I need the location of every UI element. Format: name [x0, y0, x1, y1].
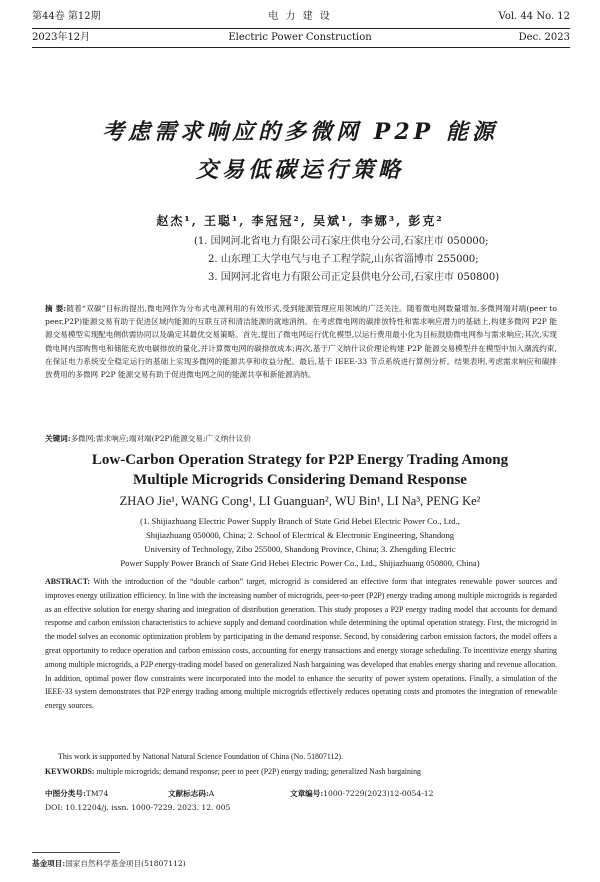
affiliation-en-3: University of Technology, Zibo 255000, Shandong Province, China; 3. Zhengding Electric — [144, 544, 456, 554]
title-cn-line1: 考虑需求响应的多微网 P2P 能源 — [102, 119, 498, 145]
keywords-en-label: KEYWORDS: — [45, 767, 95, 776]
abstract-cn-label: 摘 要: — [45, 304, 67, 313]
abstract-en — [45, 575, 557, 713]
abstract-cn — [45, 302, 557, 381]
affiliation-en-2: Shijiazhuang 050000, China; 2. School of Electrical & Electronic Engineering, Shandong — [145, 530, 455, 540]
clc-number — [45, 788, 108, 800]
keywords-cn-text: 多微网;需求响应;端对端(P2P)能源交易;广义纳什议价 — [70, 434, 252, 443]
abstract-en-text: With the introduction of the “double carbon” target, microgrid is considered an effective form that integrates renewable power sources and improves energy utilization efficiency. In line with the increasing number of microgrids, peer-to-peer (P2P) energy trading among multiple microgrids is regarded as an effective solution for energy sharing and integration of distribution generation. This study proposes a P2P energy trading model that accounts for demand response and carbon emission characteristics to achieve supply and demand coordination while determining the optimal operation strategy. First, the microgrid in the model solves an economic optimization problem by participating in the demand response. Second, by considering carbon emission factors, the model offers a great opportunity to reduce operation and carbon emission costs, accounting for energy transactions and energy storage scheduling. To incentivize energy sharing among multiple microgrids, a P2P energy-trading model based on generalized Nash bargaining was developed that enables energy sharing and revenue allocation. In addition, optimal power flow constraints were incorporated into the model to enhance the security of power system operations. Finally, a simulation of the IEEE-33 system demonstrates that P2P energy trading among multiple microgrids effectively reduces operating costs and promotes the integration of renewable energy sources. — [45, 577, 557, 711]
support-statement-en: This work is supported by National Natural Science Foundation of China (No. 51807112). — [58, 752, 344, 761]
header-date-en: Dec. 2023 — [518, 32, 570, 43]
abstract-en-label: ABSTRACT: — [45, 577, 91, 586]
header-volume-cn: 第44卷 第12期 — [32, 11, 101, 22]
article-number — [290, 788, 433, 800]
funding-footnote — [32, 858, 186, 869]
keywords-en — [45, 767, 421, 776]
article-number-label: 文章编号: — [290, 789, 324, 798]
title-en-line2: Multiple Microgrids Considering Demand Response — [133, 472, 467, 488]
affiliation-en-4: Power Supply Power Branch of State Grid Hebei Electric Power Co., Ltd., Shijiazhuang 050800, China) — [120, 558, 480, 568]
header-journal-cn: 电 力 建 设 — [268, 11, 332, 22]
affiliation-cn-2: 2. 山东理工大学电气与电子工程学院,山东省淄博市 255000; — [208, 254, 479, 265]
funding-label: 基金项目: — [32, 859, 66, 868]
document-code — [168, 788, 214, 800]
header-divider-bottom — [32, 47, 570, 48]
abstract-cn-text: 随着“双碳”目标的提出,微电网作为分布式电源利用的有效形式,受到能源管理应用领域的广泛关注。随着微电网数量增加,多微网端对端(peer to peer,P2P)能源交易有助于促进区域内能源的互联互济和清洁能源的就地消纳。在考虑微电网的碳排放特性和需求响应潜力的基础上,构建多微网 P2P 能源交易模型实现配电侧供需协同以及确定其最优交易策略。首先,提出了微电网运行优化模型,以运行费用最小化为目标鼓励微电网参与需求响应;其次,实现微电网内部购售电和储能充放电碳排放的量化,并计算微电网的碳排放成本;再次,基于广义纳什议价理论构建 P2P 能源交易模型并在模型中加入潮流约束,在保证电力系统安全稳定运行的基础上实现多微网的能源共享和收益分配。最后,基于 IEEE-33 节点系统进行算例分析。结果表明,考虑需求响应和碳排放费用的多微网 P2P 能源交易有助于促进微电网之间的能源共享和新能源消纳。 — [45, 304, 557, 380]
header-volume-en: Vol. 44 No. 12 — [498, 11, 570, 22]
authors-en: ZHAO Jie¹, WANG Cong¹, LI Guanguan², WU Bin¹, LI Na³, PENG Ke² — [119, 494, 481, 508]
keywords-cn — [45, 433, 251, 445]
affiliation-en-1: (1. Shijiazhuang Electric Power Supply Branch of State Grid Hebei Electric Power Co., Ltd., — [140, 516, 460, 526]
header-divider-top — [32, 28, 570, 29]
funding-text: 国家自然科学基金项目(51807112) — [65, 859, 186, 868]
doi: DOI: 10.12204/j. issn. 1000-7229. 2023. 12. 005 — [45, 803, 231, 812]
footnote-divider — [32, 852, 120, 853]
title-cn-line2: 交易低碳运行策略 — [195, 157, 404, 183]
keywords-cn-label: 关键词: — [45, 434, 71, 443]
header-date-cn: 2023年12月 — [32, 32, 91, 43]
doc-code-label: 文献标志码: — [168, 789, 209, 798]
affiliation-cn-3: 3. 国网河北省电力有限公司正定县供电分公司,石家庄市 050800) — [208, 272, 500, 283]
clc-label: 中图分类号: — [45, 789, 86, 798]
article-number-value: 1000-7229(2023)12-0054-12 — [323, 789, 434, 798]
keywords-en-text: multiple microgrids; demand response; peer to peer (P2P) energy trading; generalized Nash bargaining — [96, 767, 421, 776]
clc-value: TM74 — [85, 789, 109, 798]
authors-cn: 赵杰¹, 王聪¹, 李冠冠², 吴斌¹, 李娜³, 彭克² — [156, 214, 444, 228]
doc-code-value: A — [208, 789, 215, 798]
header-journal-en: Electric Power Construction — [228, 32, 372, 43]
affiliation-cn-1: (1. 国网河北省电力有限公司石家庄供电分公司,石家庄市 050000; — [194, 236, 489, 247]
title-en-line1: Low-Carbon Operation Strategy for P2P Energy Trading Among — [91, 452, 509, 468]
